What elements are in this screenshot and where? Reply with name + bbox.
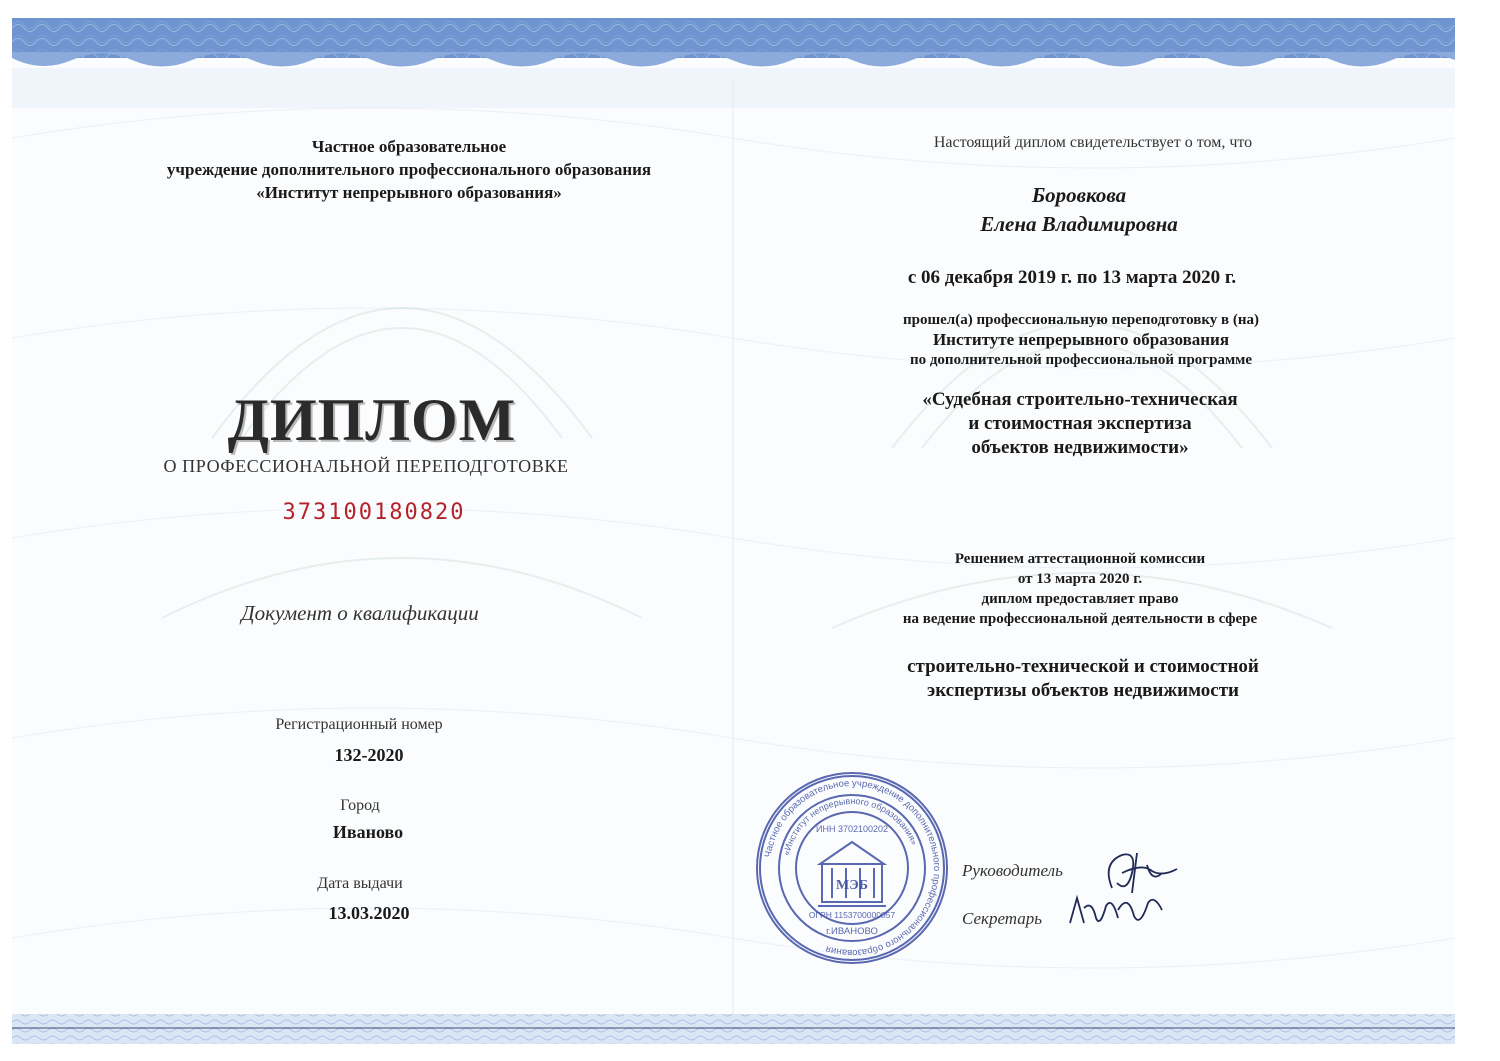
program-name [922, 388, 1237, 460]
training-period: с 06 декабря 2019 г. по 13 марта 2020 г. [907, 267, 1237, 288]
stamp-ogrn: ОГРН 1153700000057 [808, 910, 896, 920]
secretary-signature [1062, 888, 1172, 933]
decision-line: на ведение профессиональной деятельности в сфере [902, 611, 1258, 627]
decision-line: Решением аттестационной комиссии [954, 551, 1206, 567]
issue-date: 13.03.2020 [328, 903, 410, 923]
recipient-name [980, 181, 1178, 239]
program-line: объектов недвижимости» [971, 437, 1189, 458]
stamp-city: г.ИВАНОВО [826, 926, 878, 937]
activity-sphere [907, 655, 1259, 703]
city-value: Иваново [332, 822, 404, 842]
sphere-line: строительно-технической и стоимостной [907, 656, 1259, 677]
serial-number: 373100180820 [282, 500, 466, 525]
registration-label: Регистрационный номер [275, 716, 443, 733]
registration-number: 132-2020 [334, 745, 404, 765]
sphere-line: экспертизы объектов недвижимости [926, 680, 1239, 701]
training-statement [903, 310, 1259, 370]
commission-decision [903, 549, 1257, 629]
stamp-inn: ИНН 3702100202 [815, 824, 889, 834]
official-stamp [752, 768, 952, 968]
stamp-inner-text: «Институт непрерывного образования» [781, 795, 920, 857]
institution-line: «Институт непрерывного образования» [256, 183, 562, 202]
institution-name [167, 135, 651, 204]
signatory-secretary-label: Секретарь [962, 909, 1042, 928]
stamp-emblem: МЭБ [836, 878, 868, 893]
recipient-given-names: Елена Владимировна [980, 212, 1178, 236]
diploma-title: ДИПЛОМ [227, 387, 517, 453]
recipient-surname: Боровкова [1031, 183, 1127, 207]
institution-line: учреждение дополнительного профессионального образования [166, 160, 652, 179]
decision-line: диплом предоставляет право [981, 591, 1179, 607]
issue-date-label: Дата выдачи [317, 875, 403, 892]
program-line: и стоимостная экспертиза [968, 413, 1192, 434]
diploma-sheet [12, 18, 1455, 1044]
statement-line: по дополнительной профессиональной программе [909, 352, 1253, 368]
document-type: Документ о квалификации [241, 601, 479, 625]
statement-line: Институте непрерывного образования [932, 330, 1230, 349]
institution-line: Частное образовательное [311, 137, 507, 156]
intro-text: Настоящий диплом свидетельствует о том, что [933, 134, 1253, 151]
statement-line: прошел(а) профессиональную переподготовку в (на) [902, 312, 1260, 328]
program-line: «Судебная строительно-техническая [922, 389, 1238, 410]
city-label: Город [340, 797, 380, 814]
signatory-director-label: Руководитель [962, 861, 1063, 880]
decision-line: от 13 марта 2020 г. [1017, 571, 1143, 587]
stamp-outer-text: Частное образовательное учреждение дополнительного профессионального образования [762, 777, 943, 959]
building-icon [818, 842, 886, 906]
diploma-subtitle: О ПРОФЕССИОНАЛЬНОЙ ПЕРЕПОДГОТОВКЕ [163, 456, 569, 476]
